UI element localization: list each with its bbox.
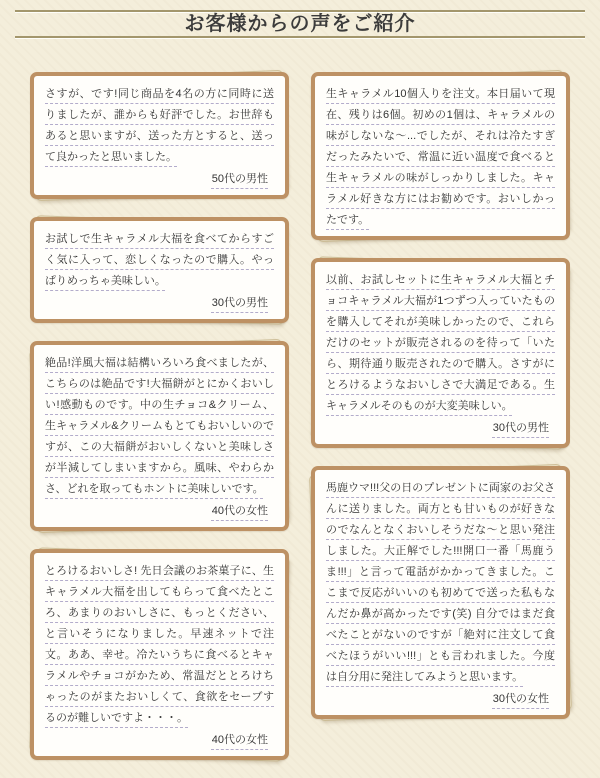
testimonial-paper: [311, 72, 570, 240]
page-title: お客様からの声をご紹介: [184, 13, 416, 35]
testimonial-column-right: [311, 72, 570, 737]
testimonial-paper: [311, 258, 570, 448]
testimonial-author: 50代の男性: [211, 173, 268, 185]
testimonial-text: 絶品!洋風大福は結構いろいろ食べましたが、こちらのは絶品です!大福餅がとにかくおいしい!感動ものです。中の生チョコ&クリーム、生キャラメル&クリームもとてもおいしいのですが、この大福餅がおいしくないと美味しさが半減してしまいますから。風味、やわらかさ、どれを取ってもホントに美味しいです。: [45, 357, 274, 495]
testimonial-card-left-3: [30, 341, 289, 531]
testimonial-author: 30代の女性: [492, 693, 549, 705]
testimonial-paper: [30, 549, 289, 760]
testimonial-text: お試しで生キャラメル大福を食べてからすごく気に入って、恋しくなったので購入。やっぱりめっちゃ美味しい。: [45, 233, 274, 287]
testimonial-author: 30代の男性: [492, 422, 549, 434]
testimonial-text: さすが、です!同じ商品を4名の方に同時に送りましたが、誰からも好評でした。お世辞もあると思いますが、送った方とすると、送って良かったと思いました。: [45, 88, 274, 163]
testimonial-author: 40代の女性: [211, 505, 268, 517]
testimonial-card-right-1: [311, 72, 570, 240]
testimonial-text: とろけるおいしさ! 先日会議のお茶菓子に、生キャラメル大福を出してもらって食べたところ、あまりのおいしさに、もっとください、と言いそうになりました。早速ネットで注文。ああ、幸せ。冷たいうちに食べるとキャラメルやチョコがかため、常温だととろけちゃったのがまたおいしくて、食欲をセーブするのが難しいですよ・・・。: [45, 565, 274, 724]
testimonial-text: 馬鹿ウマ!!!父の日のプレゼントに両家のお父さんに送りました。両方とも甘いものが好きなのでなんとなくおいしそうだな～と思い発注しました。大正解でした!!!開口一番「馬鹿うま!!!」と言って電話がかかってきました。ここまで反応がいいのも初めてで送った私もなんだか鼻が高かったです(笑) 自分ではまだ食べたことがないのですが「絶対に注文して食べたほうがいい!!!」とも言われました。今度は自分用に発注してみようと思います。: [326, 482, 555, 683]
testimonial-paper: [30, 217, 289, 323]
testimonials-section: [0, 60, 600, 778]
testimonial-card-left-4: [30, 549, 289, 760]
testimonial-text: 生キャラメル10個入りを注文。本日届いて現在、残りは6個。初めの1個は、キャラメルの味がしないな～...でしたが、それは冷たすぎだったみたいで、常温に近い温度で食べると生キャラメルの味がしっかりしました。キャラメル好きな方にはお勧めです。おいしかったです。: [326, 88, 555, 226]
testimonial-card-left-2: [30, 217, 289, 323]
testimonial-card-right-2: [311, 258, 570, 448]
testimonial-paper: [30, 72, 289, 199]
testimonial-card-left-1: [30, 72, 289, 199]
testimonial-author: 30代の男性: [211, 297, 268, 309]
testimonial-author: 40代の女性: [211, 734, 268, 746]
header-rule-bottom: [15, 36, 585, 38]
testimonial-text: 以前、お試しセットに生キャラメル大福とチョコキャラメル大福が1つずつ入っていたものを購入してそれが美味しかったので、これらだけのセットが販売されるのを待って「いたら、期待通り販売されたので購入。さすがにとろけるようなおいしさで大満足である。生キャラメルそのものが大変美味しい。: [326, 274, 555, 412]
testimonial-column-left: [30, 72, 289, 778]
header-rule-top: [15, 10, 585, 12]
testimonial-card-right-3: [311, 466, 570, 719]
testimonial-paper: [311, 466, 570, 719]
testimonial-paper: [30, 341, 289, 531]
page-header: [0, 0, 600, 60]
